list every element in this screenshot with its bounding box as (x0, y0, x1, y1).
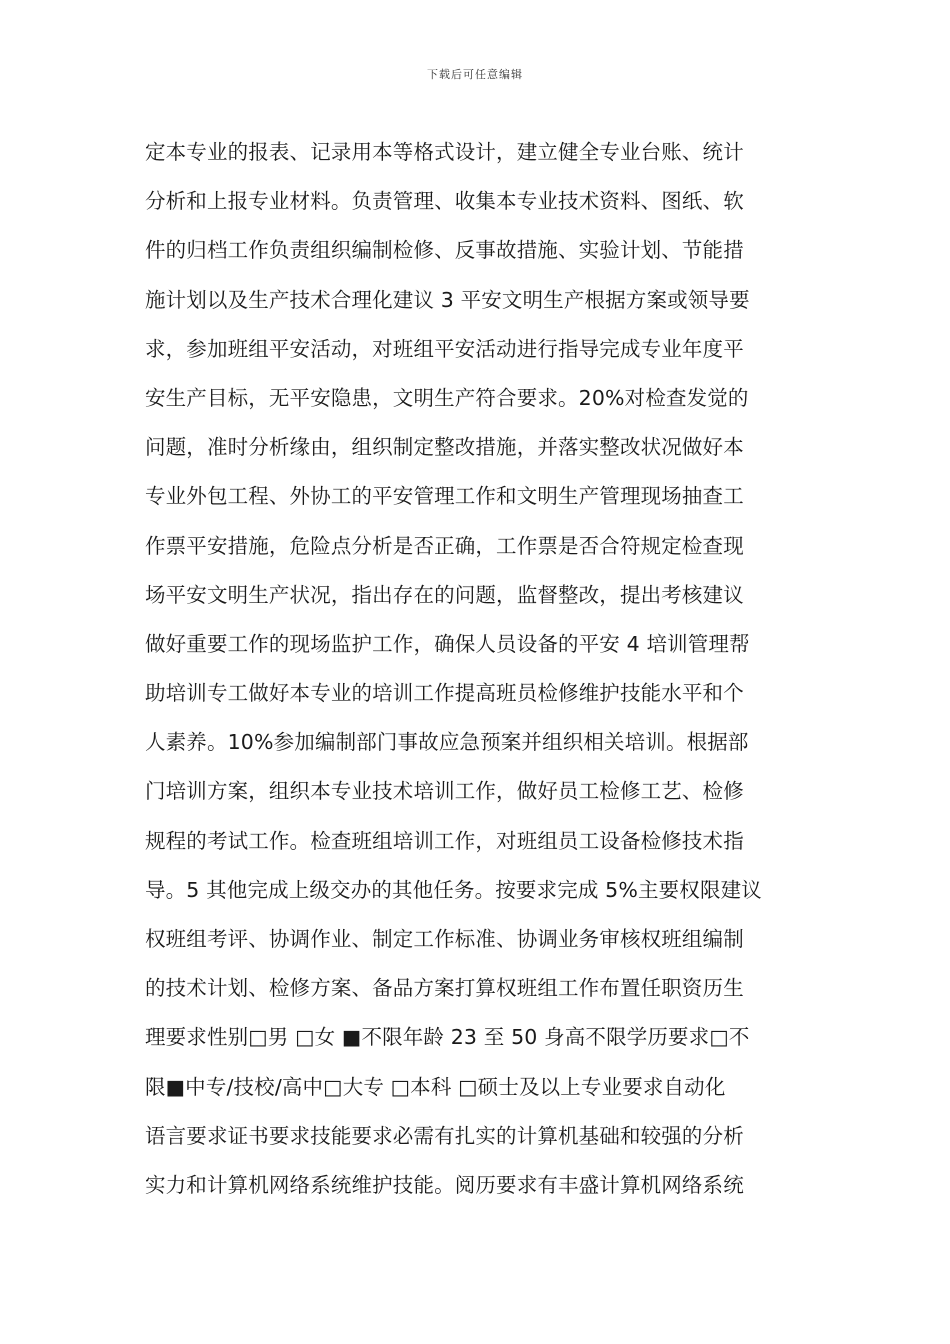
body-text (145, 128, 815, 1210)
text-line: 问题，准时分析缘由，组织制定整改措施，并落实整改状况做好本 (145, 435, 744, 460)
text-line: 施计划以及生产技术合理化建议 3 平安文明生产根据方案或领导要 (145, 287, 750, 312)
text-line: 实力和计算机网络系统维护技能。阅历要求有丰盛计算机网络系统 (145, 1172, 744, 1197)
page-header: 下载后可任意编辑 (427, 68, 523, 81)
text-line: 件的归档工作负责组织编制检修、反事故措施、实验计划、节能措 (145, 238, 744, 263)
text-line: 求，参加班组平安活动，对班组平安活动进行指导完成专业年度平 (145, 336, 744, 361)
text-line: 的技术计划、检修方案、备品方案打算权班组工作布置任职资历生 (145, 976, 744, 1001)
text-line: 限■中专/技校/高中□大专 □本科 □硕士及以上专业要求自动化 (145, 1074, 726, 1099)
text-line: 定本专业的报表、记录用本等格式设计，建立健全专业台账、统计 (145, 140, 744, 164)
text-line: 语言要求证书要求技能要求必需有扎实的计算机基础和较强的分析 (145, 1123, 744, 1148)
text-line: 助培训专工做好本专业的培训工作提高班员检修维护技能水平和个 (145, 681, 744, 706)
text-line: 人素养。10%参加编制部门事故应急预案并组织相关培训。根据部 (145, 730, 749, 755)
text-line: 作票平安措施，危险点分析是否正确，工作票是否合符规定检查现 (145, 533, 744, 558)
text-line: 场平安文明生产状况，指出存在的问题，监督整改，提出考核建议 (145, 582, 744, 607)
text-line: 分析和上报专业材料。负责管理、收集本专业技术资料、图纸、软 (145, 189, 744, 214)
text-line: 权班组考评、协调作业、制定工作标准、协调业务审核权班组编制 (145, 927, 744, 951)
text-line: 专业外包工程、外协工的平安管理工作和文明生产管理现场抽查工 (145, 484, 744, 509)
text-line: 门培训方案，组织本专业技术培训工作，做好员工检修工艺、检修 (145, 779, 744, 804)
text-line: 理要求性别□男 □女 ■不限年龄 23 至 50 身高不限学历要求□不 (145, 1025, 750, 1050)
text-line: 做好重要工作的现场监护工作，确保人员设备的平安 4 培训管理帮 (145, 631, 750, 656)
text-line: 规程的考试工作。检查班组培训工作，对班组员工设备检修技术指 (145, 828, 744, 853)
text-line: 导。5 其他完成上级交办的其他任务。按要求完成 5%主要权限建议 (145, 877, 762, 902)
text-line: 安生产目标，无平安隐患，文明生产符合要求。20%对检查发觉的 (145, 385, 749, 410)
